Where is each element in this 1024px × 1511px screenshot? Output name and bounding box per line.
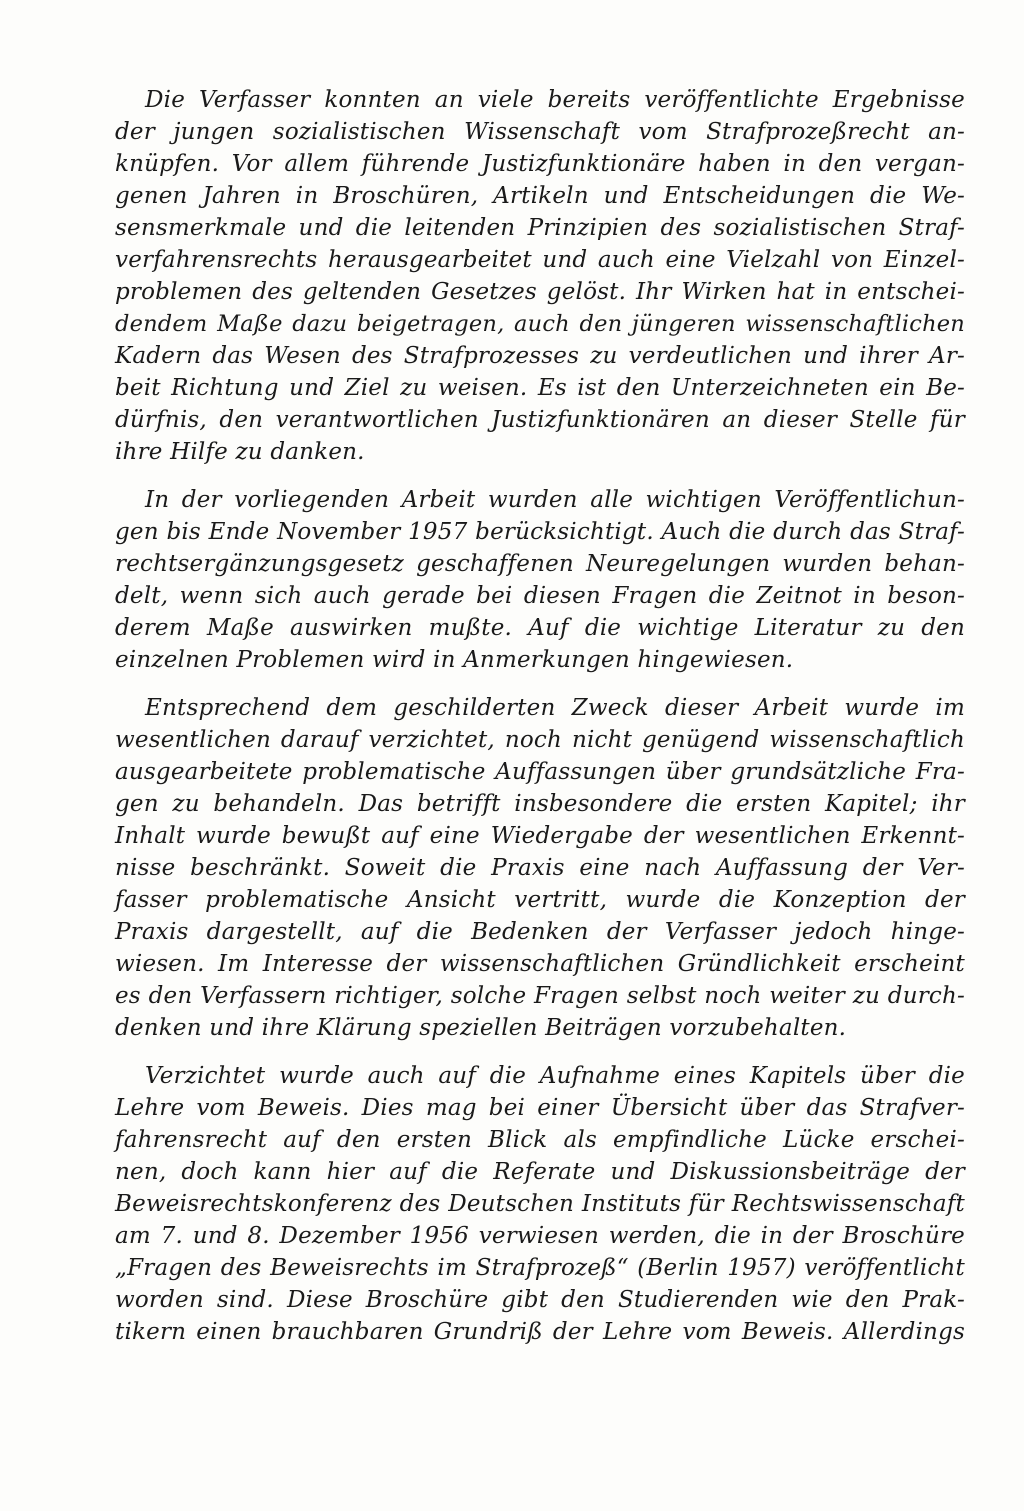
text-line: dendem Maße dazu beigetragen, auch den jüngeren wissenschaftlichen <box>115 311 965 337</box>
text-line: der jungen sozialistischen Wissenschaft vom Strafprozeßrecht an- <box>115 119 965 145</box>
text-line: delt, wenn sich auch gerade bei diesen Fragen die Zeitnot in beson- <box>115 583 965 609</box>
text-line: nisse beschränkt. Soweit die Praxis eine nach Auffassung der Ver- <box>115 855 965 881</box>
text-line: Kadern das Wesen des Strafprozesses zu verdeutlichen und ihrer Ar- <box>115 343 965 369</box>
text-line: dürfnis, den verantwortlichen Justizfunktionären an dieser Stelle für <box>115 407 965 433</box>
paragraph-2 <box>115 484 965 676</box>
text-line: fahrensrecht auf den ersten Blick als empfindliche Lücke erschei- <box>115 1127 965 1153</box>
text-line: es den Verfassern richtiger, solche Fragen selbst noch weiter zu durch- <box>115 983 965 1009</box>
text-line: Verzichtet wurde auch auf die Aufnahme eines Kapitels über die <box>145 1063 965 1089</box>
paragraph-3 <box>115 692 965 1044</box>
text-line: ihre Hilfe zu danken. <box>115 439 365 465</box>
text-line: tikern einen brauchbaren Grundriß der Lehre vom Beweis. Allerdings <box>115 1319 965 1345</box>
text-line: problemen des geltenden Gesetzes gelöst. Ihr Wirken hat in entschei- <box>115 279 965 305</box>
text-line: Beweisrechtskonferenz des Deutschen Instituts für Rechtswissenschaft <box>115 1191 965 1217</box>
text-line: denken und ihre Klärung speziellen Beiträgen vorzubehalten. <box>115 1015 847 1041</box>
text-line: derem Maße auswirken mußte. Auf die wichtige Literatur zu den <box>115 615 965 641</box>
paragraph-1 <box>115 84 965 468</box>
text-line: Praxis dargestellt, auf die Bedenken der Verfasser jedoch hinge- <box>115 919 965 945</box>
text-line: nen, doch kann hier auf die Referate und Diskussionsbeiträge der <box>115 1159 965 1185</box>
text-line: „Fragen des Beweisrechts im Strafprozeß“ (Berlin 1957) veröffentlicht <box>115 1255 965 1281</box>
text-line: ausgearbeitete problematische Auffassungen über grundsätzliche Fra- <box>115 759 965 785</box>
text-line: beit Richtung und Ziel zu weisen. Es ist den Unterzeichneten ein Be- <box>115 375 965 401</box>
body-text <box>115 84 965 1364</box>
text-line: einzelnen Problemen wird in Anmerkungen hingewiesen. <box>115 647 794 673</box>
text-line: verfahrensrechts herausgearbeitet und auch eine Vielzahl von Einzel- <box>115 247 965 273</box>
paragraph-4 <box>115 1060 965 1348</box>
text-line: fasser problematische Ansicht vertritt, wurde die Konzeption der <box>115 887 965 913</box>
text-line: wiesen. Im Interesse der wissenschaftlichen Gründlichkeit erscheint <box>115 951 965 977</box>
text-line: sensmerkmale und die leitenden Prinzipien des sozialistischen Straf- <box>115 215 965 241</box>
text-line: knüpfen. Vor allem führende Justizfunktionäre haben in den vergan- <box>115 151 965 177</box>
text-line: Inhalt wurde bewußt auf eine Wiedergabe der wesentlichen Erkennt- <box>115 823 965 849</box>
text-line: Die Verfasser konnten an viele bereits veröffentlichte Ergebnisse <box>145 87 965 113</box>
text-line: worden sind. Diese Broschüre gibt den Studierenden wie den Prak- <box>115 1287 965 1313</box>
text-line: gen zu behandeln. Das betrifft insbesondere die ersten Kapitel; ihr <box>115 791 965 817</box>
text-line: Entsprechend dem geschilderten Zweck dieser Arbeit wurde im <box>145 695 965 721</box>
text-line: rechtsergänzungsgesetz geschaffenen Neuregelungen wurden behan- <box>115 551 965 577</box>
text-line: am 7. und 8. Dezember 1956 verwiesen werden, die in der Broschüre <box>115 1223 965 1249</box>
text-line: Lehre vom Beweis. Dies mag bei einer Übersicht über das Strafver- <box>115 1095 965 1121</box>
text-line: genen Jahren in Broschüren, Artikeln und Entscheidungen die We- <box>115 183 965 209</box>
text-line: wesentlichen darauf verzichtet, noch nicht genügend wissenschaftlich <box>115 727 965 753</box>
text-line: In der vorliegenden Arbeit wurden alle wichtigen Veröffentlichun- <box>145 487 965 513</box>
text-line: gen bis Ende November 1957 berücksichtigt. Auch die durch das Straf- <box>115 519 965 545</box>
